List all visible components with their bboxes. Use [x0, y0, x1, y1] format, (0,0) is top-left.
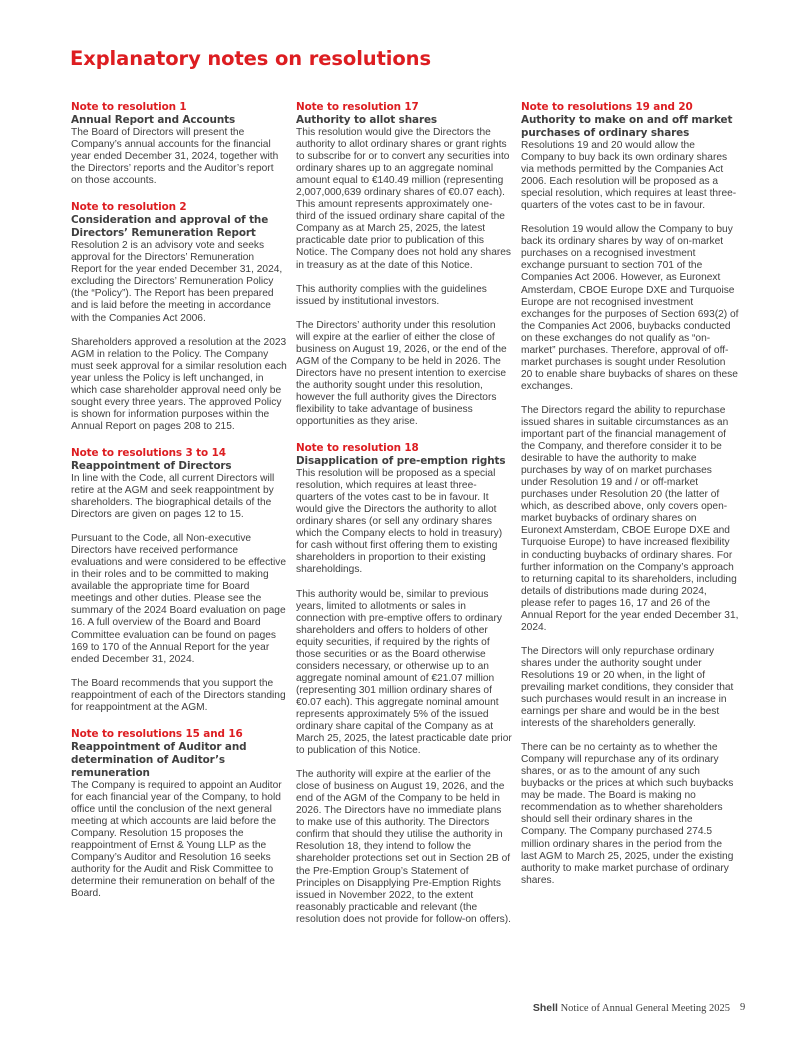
note-heading: Reappointment of Directors	[71, 459, 232, 472]
note-heading: Consideration and approval of the Directors’ Remuneration Report	[71, 214, 269, 240]
column-right	[521, 101, 739, 901]
note-heading: Authority to allot shares	[296, 114, 438, 126]
note-resolutions-19-and-20	[521, 101, 739, 887]
footer-brand: Shell	[532, 1002, 558, 1014]
note-paragraph: This resolution will be proposed as a special resolution, which requires at least three-quarters of the votes cast to be in favour. It would give the Directors the authority to allot ordinary shares (or sell any ordinary shares which the Company elects to hold in treasury) for cash without first offering them to existing shareholders in proportion to their existing shareholdings.	[296, 468, 503, 576]
note-paragraph: The Board recommends that you support the reappointment of each of the Directors standing for reappointment at the AGM.	[71, 677, 286, 713]
footer-publication: Notice of Annual General Meeting 2025	[560, 1003, 730, 1014]
note-resolution-2	[71, 201, 287, 433]
note-label: Note to resolution 17	[296, 101, 419, 113]
note-resolution-18	[296, 442, 512, 926]
column-left	[71, 101, 287, 914]
note-resolution-17	[296, 101, 512, 428]
note-paragraph: The authority will expire at the earlier of the close of business on August 19, 2026, and the end of the AGM of the Company to be held in 2026. The Directors have no immediate plans to make use of this authority. The Directors confirm that should they utilise the authority in Resolution 18, they intend to follow the shareholder protections set out in Section 2B of the Pre-Emption Group’s Statement of Principles on Disapplying Pre-Emption Rights issued in November 2022, to the extent reasonably practicable and relevant (the resolution does not provide for follow-on offers).	[296, 769, 511, 925]
note-label: Note to resolutions 3 to 14	[71, 446, 226, 459]
note-heading: Authority to make on and off market purchases of ordinary shares	[521, 114, 733, 139]
note-paragraph: The Board of Directors will present the Company’s annual accounts for the financial year ended December 31, 2024, together with the Directors’ reports and the Auditor’s report on those accounts.	[71, 127, 279, 187]
page-title: Explanatory notes on resolutions	[70, 47, 431, 70]
note-label: Note to resolution 1	[71, 101, 187, 113]
column-middle	[296, 101, 512, 940]
page-number: 9	[740, 1002, 746, 1013]
note-resolutions-15-and-16	[71, 728, 287, 900]
note-label: Note to resolutions 19 and 20	[521, 101, 693, 113]
note-paragraph: In line with the Code, all current Directors will retire at the AGM and seek reappointment by shareholders. The biographical details of the Directors are given on pages 12 to 15.	[71, 472, 275, 521]
note-heading: Reappointment of Auditor and determination of Auditor’s remuneration	[71, 740, 247, 779]
note-label: Note to resolution 2	[71, 201, 187, 214]
note-label: Note to resolutions 15 and 16	[71, 727, 243, 740]
note-paragraph: The Directors will only repurchase ordinary shares under the authority sought under Resolutions 19 or 20 when, in the light of prevailing market conditions, they consider that such purchases would result in an increase in earnings per share and would be in the best interests of the shareholders generally.	[521, 645, 734, 730]
note-resolutions-3-to-14	[71, 447, 287, 714]
note-heading: Disapplication of pre-emption rights	[296, 455, 506, 468]
note-paragraph: This authority would be, similar to previous years, limited to allotments or sales in connection with pre-emptive offers to ordinary shareholders and offers to holders of other equity securities, if required by the rights of those securities or as the Board otherwise considers necessary, or otherwise up to an aggregate nominal amount of €21.07 million (representing 301 million ordinary shares of €0.07 each). This aggregate nominal amount represents approximately 5% of the issued ordinary share capital of the Company as at March 25, 2025, the latest practicable date prior to publication of this Notice.	[296, 588, 512, 757]
note-paragraph: The Directors’ authority under this resolution will expire at the earlier of either the close of business on August 19, 2026, or the end of the AGM of the Company to be held in 2026. The Directors have no present intention to exercise the authority sought under this resolution, however the full authority gives the Directors flexibility to take advantage of business opportunities as they arise.	[296, 319, 507, 428]
note-heading: Annual Report and Accounts	[71, 114, 236, 126]
note-paragraph: The Company is required to appoint an Auditor for each financial year of the Company, to hold office until the conclusion of the next general meeting at which accounts are laid before the Company. Resolution 15 proposes the reappointment of Ernst & Young LLP as the Company’s Auditor and Resolution 16 seeks authority for the Audit and Risk Committee to determine their remuneration on behalf of the Board.	[71, 779, 282, 900]
note-paragraph: Resolution 19 would allow the Company to buy back its ordinary shares by way of on-market purchases on a recognised investment exchange pursuant to section 701 of the Companies Act 2006. However, as Euronext Amsterdam, CBOE Europe DXE and Turquoise Europe are not recognised investment exchanges for the purposes of Section 693(2) of the Companies Act 2006, buybacks conducted on these exchanges do not qualify as “on-market” purchases. Therefore, approval of off-market purchases is sought under Resolution 20 to enable share buybacks of shares on these exchanges.	[521, 224, 739, 392]
note-paragraph: The Directors regard the ability to repurchase issued shares in suitable circumstances as an important part of the financial management of the Company, and therefore consider it to be desirable to have the authority to make purchases by way of on market purchases under Resolution 19 and / or off-market purchases under Resolution 20 (the latter of which, as described above, only covers open-market buybacks of ordinary shares on Euronext Amsterdam, CBOE Europe DXE and Turquoise Europe) to have increased flexibility in conducting buybacks of ordinary shares. For further information on the Company’s approach to returning capital to its shareholders, including details of distributions made during 2024, please refer to pages 16, 17 and 26 of the Annual Report for the year ended December 31, 2024.	[521, 404, 739, 633]
page-footer	[0, 1002, 730, 1014]
note-paragraph: Resolution 2 is an advisory vote and seeks approval for the Directors’ Remuneration Report for the year ended December 31, 2024, excluding the Directors’ Remuneration Policy (the “Policy”). The Report has been prepared and is laid before the meeting in accordance with the Companies Act 2006.	[71, 240, 283, 324]
note-resolution-1	[71, 101, 287, 187]
note-paragraph: Resolutions 19 and 20 would allow the Company to buy back its own ordinary shares via methods permitted by the Companies Act 2006. Each resolution will be proposed as a special resolution, which requires at least three-quarters of the votes cast to be in favour.	[521, 140, 737, 212]
note-paragraph: This authority complies with the guidelines issued by institutional investors.	[296, 283, 487, 307]
note-paragraph: There can be no certainty as to whether the Company will repurchase any of its ordinary shares, or as to the amount of any such buybacks or the prices at which such buybacks may be made. The Board is making no recommendation as to whether shareholders should sell their ordinary shares in the Company. The Company purchased 274.5 million ordinary shares in the period from the last AGM to March 25, 2025, under the existing authority to make market purchase of ordinary shares.	[521, 742, 734, 886]
note-paragraph: Pursuant to the Code, all Non-executive Directors have received performance evaluations and were considered to be effective in their roles and to be committed to making available the appropriate time for Board meetings and other duties. Please see the summary of the 2024 Board evaluation on page 16. A full overview of the Board and Board Committee evaluation can be found on pages 169 to 170 of the Annual Report for the year ended December 31, 2024.	[71, 533, 287, 665]
note-paragraph: Shareholders approved a resolution at the 2023 AGM in relation to the Policy. The Company must seek approval for a similar resolution each year unless the Policy is left unchanged, in which case shareholder approval need only be sought every three years. The approved Policy is shown for information purposes within the Annual Report on pages 208 to 215.	[71, 336, 287, 432]
note-label: Note to resolution 18	[296, 442, 419, 455]
note-paragraph: This resolution would give the Directors the authority to allot ordinary shares or grant rights to subscribe for or to convert any securities into ordinary shares up to an aggregate nominal amount equal to €140.49 million (representing 2,007,000,639 ordinary shares of €0.07 each). This amount represents approximately one-third of the issued ordinary share capital of the Company as at March 25, 2025, the latest practicable date prior to publication of this Notice. The Company does not hold any shares in treasury as at the date of this Notice.	[296, 127, 512, 271]
